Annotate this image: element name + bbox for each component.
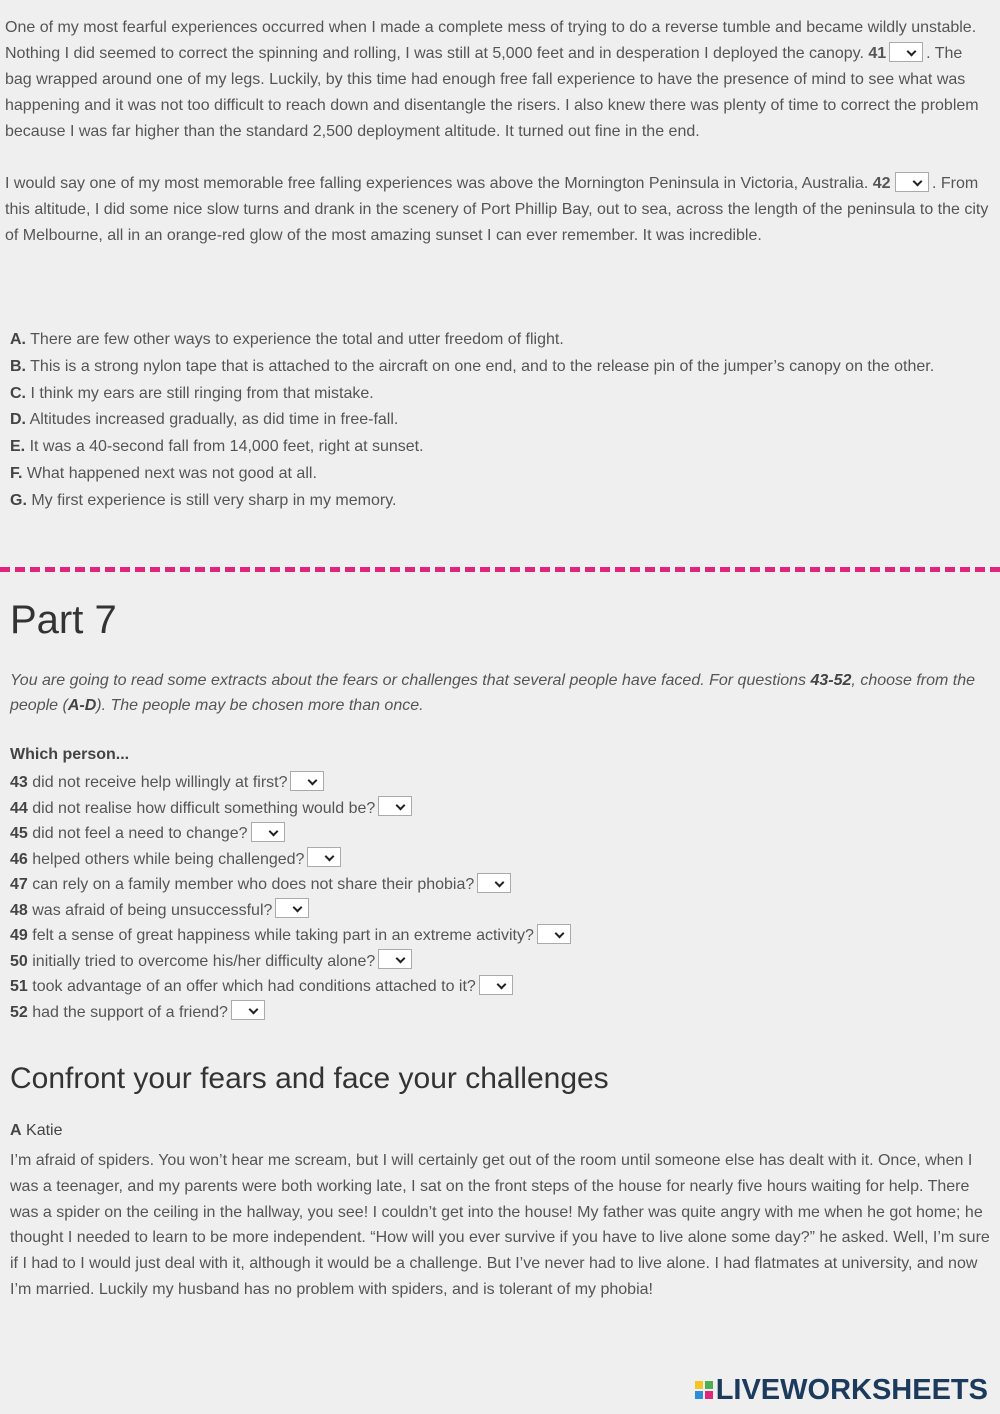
paragraph-text: I would say one of my most memorable free falling experiences was above the Mornington Peninsula in Victoria, Australia.	[5, 175, 869, 192]
answer-dropdown-51[interactable]	[479, 975, 513, 995]
question-text: took advantage of an offer which had conditions attached to it?	[32, 978, 476, 995]
option-letter: A.	[10, 331, 26, 348]
passage	[5, 15, 990, 249]
logo-square	[705, 1381, 713, 1389]
question-50	[10, 949, 910, 975]
question-text: was afraid of being unsuccessful?	[32, 901, 273, 919]
person-a-heading	[10, 1122, 62, 1140]
brand-logo[interactable]	[695, 1374, 988, 1406]
answer-dropdown-42[interactable]	[895, 172, 929, 192]
question-text: helped others while being challenged?	[32, 850, 305, 868]
instr-people: A-D	[67, 697, 97, 714]
paragraph-text: One of my most fearful experiences occurred when I made a complete mess of trying to do a reverse tumble and became wildly unstable. Nothing I did seemed to correct the spinning and rolling, I was still at 5,000 feet and in desperation I deployed the canopy.	[5, 19, 977, 62]
gap-number-42: 42	[872, 175, 891, 192]
question-list	[10, 770, 910, 1025]
option-text: There are few other ways to experience the total and utter freedom of flight.	[30, 331, 564, 348]
option-f	[10, 461, 995, 488]
logo-square	[705, 1391, 713, 1399]
question-number: 46	[10, 850, 28, 868]
answer-dropdown-46[interactable]	[307, 847, 341, 867]
option-c	[10, 381, 995, 408]
question-46	[10, 847, 910, 873]
answer-dropdown-52[interactable]	[231, 1000, 265, 1020]
question-number: 43	[10, 774, 28, 791]
option-text: I think my ears are still ringing from that mistake.	[30, 384, 374, 402]
question-text: can rely on a family member who does not share their phobia?	[32, 876, 475, 893]
question-text: had the support of a friend?	[32, 1003, 228, 1021]
option-e	[10, 434, 995, 461]
logo-square	[695, 1381, 703, 1389]
paragraph-42	[5, 171, 990, 249]
question-52	[10, 1000, 910, 1026]
person-letter: A	[10, 1122, 22, 1139]
question-number: 45	[10, 825, 28, 842]
question-number: 52	[10, 1003, 28, 1021]
question-43	[10, 770, 910, 796]
part-title: Part 7	[10, 598, 117, 642]
option-letter: B.	[10, 357, 26, 375]
logo-square	[695, 1391, 703, 1399]
instructions	[10, 668, 995, 718]
question-45	[10, 821, 910, 847]
question-47	[10, 872, 910, 898]
paragraph-text: . From this altitude, I did some nice slow turns and drank in the scenery of Port Phillip Bay, out to sea, across the length of the peninsula to the city of Melbourne, all in an orange-red glow of the most amazing sunset I can ever remember. It was incredible.	[5, 175, 989, 244]
gap-number-41: 41	[868, 45, 887, 62]
question-number: 49	[10, 927, 28, 944]
question-text: initially tried to overcome his/her difficulty alone?	[32, 952, 376, 970]
option-letter: D.	[10, 411, 26, 429]
instr-text: , choose from the people (	[10, 672, 976, 714]
question-text: did not receive help willingly at first?	[32, 774, 288, 791]
article-title: Confront your fears and face your challenges	[10, 1062, 609, 1095]
question-49	[10, 923, 910, 949]
option-letter: C.	[10, 384, 26, 402]
person-a-text: I’m afraid of spiders. You won’t hear me scream, but I will certainly get out of the room until someone else has dealt with it. Once, when I was a teenager, and my parents were both working late, I sat on the front steps of the house for nearly five hours waiting for help. There was a spider on the ceiling in the hallway, you see! I couldn’t get into the house! My father was quite angry with me when he got home; he thought I needed to learn to be more independent. “How will you ever survive if you have to live alone some day?” he asked. Well, I’m sure if I had to I would just deal with it, although it would be a challenge. But I’ve never had to live alone. I had flatmates at university, and now I’m married. Luckily my husband has no problem with spiders, and is tolerant of my phobia!	[10, 1152, 990, 1298]
answer-dropdown-41[interactable]	[889, 42, 923, 62]
liveworksheets-logo-icon	[695, 1381, 713, 1399]
option-letter: E.	[10, 438, 26, 456]
option-a	[10, 327, 995, 354]
answer-dropdown-48[interactable]	[275, 898, 309, 918]
option-d	[10, 407, 995, 434]
option-letter: G.	[10, 491, 27, 509]
option-text: My first experience is still very sharp in my memory.	[31, 491, 397, 509]
question-number: 48	[10, 901, 28, 919]
question-text: felt a sense of great happiness while taking part in an extreme activity?	[32, 927, 534, 944]
person-name: Katie	[26, 1122, 63, 1139]
question-stem: Which person...	[10, 746, 130, 763]
paragraph-41	[5, 15, 990, 145]
option-list	[10, 327, 995, 515]
instr-text: You are going to read some extracts about the fears or challenges that several people have faced. For questions	[10, 672, 811, 689]
option-g	[10, 488, 995, 515]
option-text: What happened next was not good at all.	[26, 464, 317, 482]
question-48	[10, 898, 910, 924]
question-text: did not realise how difficult something would be?	[32, 799, 376, 817]
question-number: 51	[10, 978, 28, 995]
answer-dropdown-44[interactable]	[378, 796, 412, 816]
question-number: 50	[10, 952, 28, 970]
option-b	[10, 354, 995, 381]
option-text: Altitudes increased gradually, as did time in free-fall.	[29, 411, 399, 429]
answer-dropdown-45[interactable]	[251, 822, 285, 842]
question-44	[10, 796, 910, 822]
brand-name: LIVEWORKSHEETS	[715, 1373, 988, 1406]
paragraph-text: . The bag wrapped around one of my legs. Luckily, by this time had enough free fall experience to have the presence of mind to see what was happening and it was not too difficult to reach down and disentangle the risers. I also knew there was plenty of time to correct the problem because I was far higher than the standard 2,500 deployment altitude. It turned out fine in the end.	[5, 45, 979, 140]
question-text: did not feel a need to change?	[32, 825, 248, 842]
question-51	[10, 974, 910, 1000]
question-number: 47	[10, 876, 28, 893]
section-divider	[0, 567, 1000, 572]
instr-range: 43-52	[810, 672, 852, 689]
answer-dropdown-47[interactable]	[477, 873, 511, 893]
option-text: It was a 40-second fall from 14,000 feet, right at sunset.	[29, 438, 424, 456]
answer-dropdown-50[interactable]	[378, 949, 412, 969]
option-letter: F.	[10, 464, 23, 482]
question-number: 44	[10, 799, 28, 817]
instr-text: ). The people may be chosen more than once.	[96, 697, 424, 714]
answer-dropdown-43[interactable]	[290, 771, 324, 791]
option-text: This is a strong nylon tape that is attached to the aircraft on one end, and to the release pin of the jumper’s canopy on the other.	[30, 357, 935, 375]
answer-dropdown-49[interactable]	[537, 924, 571, 944]
